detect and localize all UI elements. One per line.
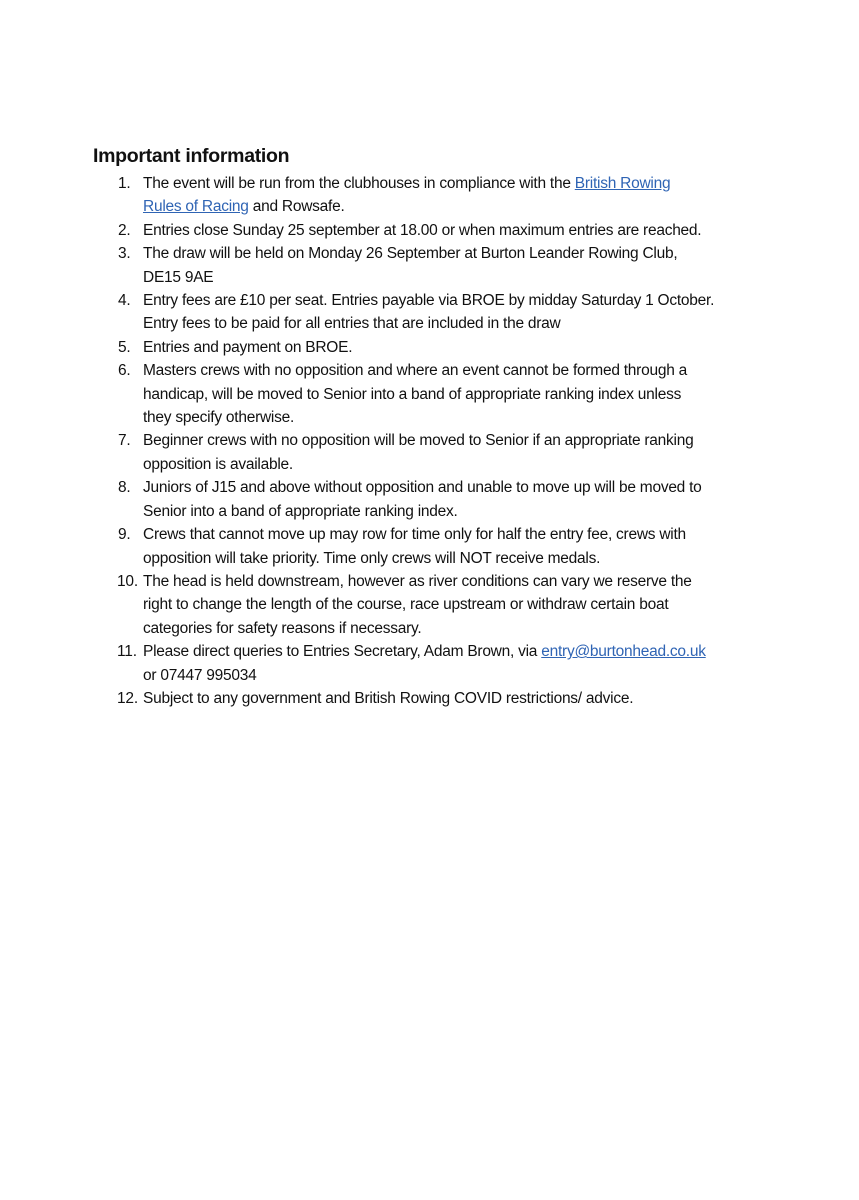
list-item-line <box>143 453 859 476</box>
list-item-line <box>143 359 859 382</box>
text-segment: The event will be run from the clubhouses in compliance with the <box>143 175 575 192</box>
text-segment: Beginner crews with no opposition will be moved to Senior if an appropriate ranking <box>143 432 694 450</box>
text-segment: Entries close Sunday 25 september at 18.00 or when maximum entries are reached. <box>143 221 702 239</box>
list-item-line <box>143 617 859 640</box>
text-segment: Please direct queries to Entries Secretary, Adam Brown, via <box>143 643 542 661</box>
list-item-line <box>143 195 859 218</box>
list-item <box>0 359 859 429</box>
list-item-line <box>143 289 859 312</box>
text-segment: Entries and payment on BROE. <box>143 338 353 356</box>
list-item-line <box>143 383 859 406</box>
list-item-line <box>143 570 859 593</box>
list-item-line <box>143 500 859 523</box>
text-segment: DE15 9AE <box>143 268 214 286</box>
list-item-number: 10. <box>117 572 138 590</box>
list-item-line <box>143 336 859 359</box>
text-segment: Subject to any government and British Rowing COVID restrictions/ advice. <box>143 689 634 707</box>
text-segment: and Rowsafe. <box>248 198 345 216</box>
list-item-line <box>143 593 859 616</box>
hyperlink[interactable]: Rules of Racing <box>143 198 249 216</box>
text-segment: Entry fees to be paid for all entries that are included in the draw <box>143 315 561 333</box>
list-item <box>0 640 859 687</box>
text-segment: Masters crews with no opposition and where an event cannot be formed through a <box>143 362 687 380</box>
list-item-line <box>143 640 859 663</box>
list-item-number: 12. <box>117 689 138 707</box>
list-item-number: 7. <box>118 432 131 450</box>
list-item-number: 1. <box>118 175 131 192</box>
section-heading: Important information <box>93 145 290 167</box>
hyperlink[interactable]: entry@burtonhead.co.uk <box>541 643 706 661</box>
text-segment: they specify otherwise. <box>143 409 295 427</box>
list-item <box>0 429 859 476</box>
list-item-line <box>143 664 859 687</box>
text-segment: Senior into a band of appropriate ranking index. <box>143 502 458 520</box>
list-item <box>0 687 859 710</box>
list-item <box>0 289 859 336</box>
list-item-number: 8. <box>118 479 131 497</box>
text-segment: Crews that cannot move up may row for time only for half the entry fee, crews with <box>143 526 686 544</box>
list-item-number: 5. <box>118 338 131 356</box>
list-item-line <box>143 242 859 265</box>
list-item-number: 2. <box>118 221 131 239</box>
list-item-number: 6. <box>118 362 131 380</box>
list-item <box>0 219 859 242</box>
information-list <box>0 172 859 710</box>
text-segment: opposition is available. <box>143 455 293 473</box>
text-segment: right to change the length of the course, race upstream or withdraw certain boat <box>143 596 669 614</box>
hyperlink[interactable]: British Rowing <box>574 175 671 192</box>
list-item <box>0 336 859 359</box>
list-item-line <box>143 687 859 710</box>
list-item-line <box>143 172 859 195</box>
text-segment: Juniors of J15 and above without opposition and unable to move up will be moved to <box>143 479 702 497</box>
text-segment: The draw will be held on Monday 26 September at Burton Leander Rowing Club, <box>143 245 678 263</box>
list-item-line <box>143 429 859 452</box>
list-item-line <box>143 219 859 242</box>
text-segment: Entry fees are £10 per seat. Entries payable via BROE by midday Saturday 1 October. <box>143 292 715 310</box>
list-item <box>0 172 859 219</box>
list-item <box>0 523 859 570</box>
text-segment: opposition will take priority. Time only crews will NOT receive medals. <box>143 549 601 567</box>
list-item <box>0 242 859 289</box>
list-item-line <box>143 547 859 570</box>
list-item-number: 9. <box>118 526 131 544</box>
list-item-number: 11. <box>117 643 137 661</box>
list-item-line <box>143 266 859 289</box>
text-segment: The head is held downstream, however as river conditions can vary we reserve the <box>143 572 692 590</box>
list-item <box>0 570 859 640</box>
list-item <box>0 476 859 523</box>
text-segment: or 07447 995034 <box>143 666 257 684</box>
list-item-number: 4. <box>118 292 131 310</box>
list-item-line <box>143 312 859 335</box>
list-item-line <box>143 476 859 499</box>
list-item-number: 3. <box>118 245 131 263</box>
text-segment: categories for safety reasons if necessary. <box>143 619 422 637</box>
list-item-line <box>143 406 859 429</box>
list-item-line <box>143 523 859 546</box>
text-segment: handicap, will be moved to Senior into a band of appropriate ranking index unless <box>143 385 682 403</box>
